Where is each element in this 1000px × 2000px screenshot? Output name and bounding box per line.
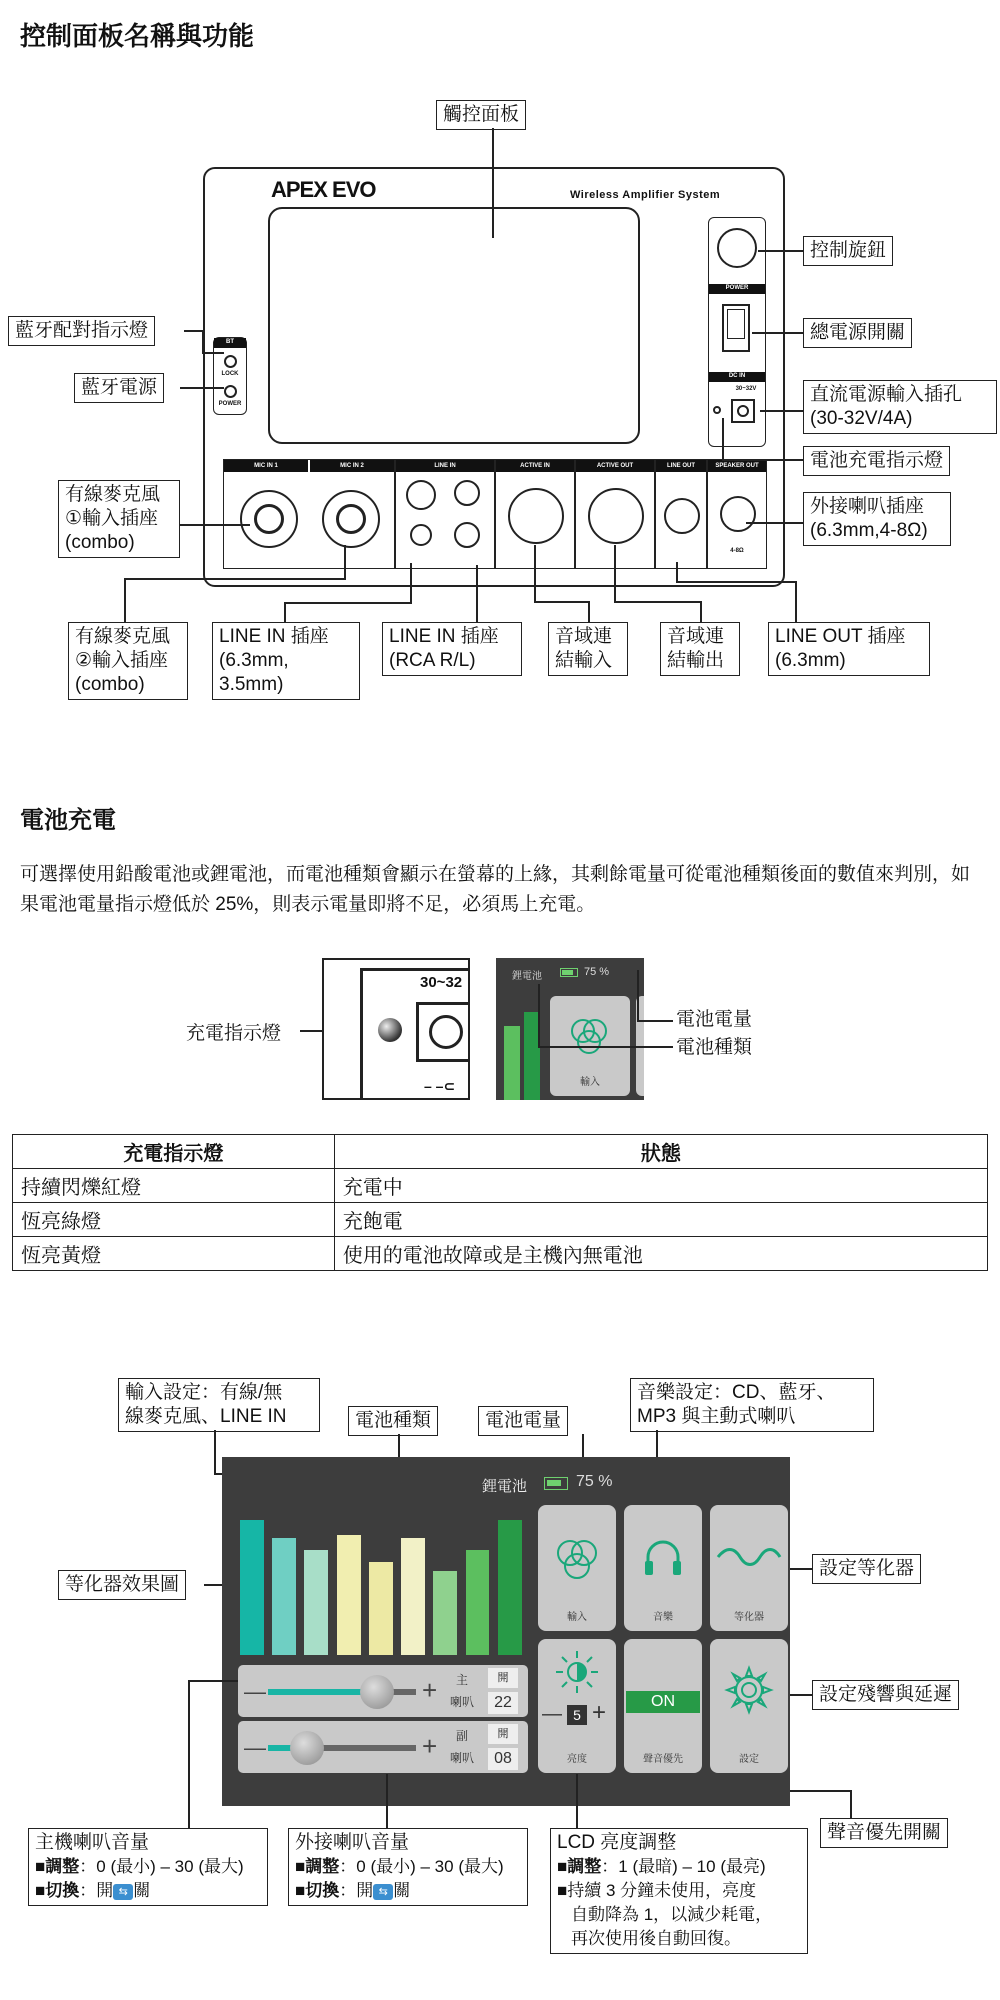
switch-arrows-icon: ⇆ — [113, 1884, 133, 1900]
table-cell: 恆亮綠燈 — [13, 1203, 335, 1237]
sub-label-a: 副 — [456, 1729, 469, 1743]
zoom-battery-type: 鋰電池 — [512, 971, 542, 982]
zoom-battery-icon — [560, 968, 578, 977]
speaker-out-jack[interactable] — [720, 496, 756, 532]
eq-bar — [304, 1550, 328, 1655]
main-slider-thumb[interactable] — [360, 1675, 394, 1709]
link-out-text-b: 結輸出 — [667, 650, 725, 671]
headphones-icon — [642, 1537, 684, 1579]
dc-voltage-label: 30~32V — [735, 386, 757, 392]
speaker-out-label: SPEAKER OUT — [708, 460, 766, 472]
callout-reverb: 設定殘響與延遲 — [812, 1680, 959, 1710]
mic1-text-b: ①輸入插座 — [65, 508, 159, 529]
charge-led-label: 充電指示燈 — [186, 1023, 282, 1044]
brightness-minus-button[interactable]: — — [542, 1703, 562, 1725]
control-knob[interactable] — [717, 228, 757, 268]
link-in-text-b: 結輸入 — [555, 650, 613, 671]
dc-in-label: DC IN — [728, 373, 746, 379]
lcd-note-2: 自動降為 1，以減少耗電， — [571, 1905, 773, 1924]
callout-line-in-a — [212, 622, 360, 700]
eq-graph — [240, 1505, 530, 1655]
table-cell: 恆亮黃燈 — [13, 1237, 335, 1271]
main-power-switch[interactable] — [722, 304, 750, 352]
switch-arrows-icon: ⇆ — [373, 1884, 393, 1900]
line-in-b-spec: (RCA R/L) — [389, 650, 476, 671]
callout-control-knob: 控制旋鈕 — [803, 236, 893, 266]
adjust-label: ■調整 — [557, 1857, 602, 1876]
input-venn-icon — [566, 1014, 612, 1060]
zoom-eq-bar — [504, 1026, 520, 1100]
table-row — [13, 1237, 988, 1271]
tile-brightness[interactable] — [538, 1639, 616, 1773]
zoom-polarity: – –⊂ — [424, 1078, 456, 1094]
callout-line-in-b — [382, 622, 522, 676]
section-title-battery: 電池充電 — [20, 807, 116, 834]
tile-sound-priority[interactable] — [624, 1639, 702, 1773]
callout-line-out — [768, 622, 930, 676]
sub-minus-button[interactable]: — — [244, 1735, 266, 1760]
line-out-spec: (6.3mm) — [775, 650, 846, 671]
line-in-a-text: LINE IN 插座 — [219, 626, 329, 647]
gear-icon — [724, 1665, 774, 1715]
music-text-a: 音樂設定：CD、藍牙、 — [637, 1382, 836, 1403]
tile-eq-label: 等化器 — [734, 1612, 764, 1623]
priority-on-badge: ON — [626, 1691, 700, 1713]
sub-plus-button[interactable]: + — [422, 1731, 438, 1761]
callout-bt-pair: 藍牙配對指示燈 — [8, 316, 155, 346]
brightness-plus-button[interactable]: + — [592, 1699, 607, 1726]
line-in-rca-r-jack[interactable] — [454, 480, 480, 506]
lcd-range: ：1 (最暗) – 10 (最亮) — [601, 1857, 766, 1876]
touch-screen[interactable] — [268, 207, 640, 444]
eq-bar — [401, 1538, 425, 1655]
brightness-value: 5 — [567, 1705, 587, 1725]
line-out-jack[interactable] — [664, 498, 700, 534]
active-in-label: ACTIVE IN — [496, 460, 574, 472]
active-out-label: ACTIVE OUT — [576, 460, 654, 472]
bt-lock-led — [224, 355, 237, 368]
lcd-note-1: ■持續 3 分鐘未使用，亮度 — [557, 1881, 757, 1900]
callout-dc-input — [803, 380, 997, 434]
mic2-text-b: ②輸入插座 — [75, 650, 169, 671]
eq-bar — [272, 1538, 296, 1655]
battery-charge-led — [713, 406, 721, 414]
battery-type-label: 電池種類 — [676, 1037, 753, 1058]
link-out-text-a: 音域連 — [667, 626, 725, 647]
callout-music — [630, 1378, 874, 1432]
vol-range: ：0 (最小) – 30 (最大) — [339, 1857, 504, 1876]
bt-power-button[interactable] — [224, 385, 237, 398]
zoom-panel-device — [322, 958, 470, 1100]
callout-link-in — [548, 622, 628, 676]
speaker-ohm-label: 4-8Ω — [730, 548, 744, 554]
ext-speaker-text: 外接喇叭插座 — [810, 496, 925, 517]
switch-off: 關 — [133, 1881, 151, 1900]
main-label-b: 喇叭 — [450, 1695, 475, 1709]
mic-in-2-label: MIC IN 2 — [310, 460, 394, 472]
callout-main-power: 總電源開關 — [803, 318, 912, 348]
callout-battery-type: 電池種類 — [348, 1406, 438, 1436]
dc-input-jack[interactable] — [731, 399, 755, 423]
table-cell: 持續閃爍紅燈 — [13, 1169, 335, 1203]
eq-bar — [466, 1550, 490, 1655]
zoom-voltage: 30~32 — [420, 974, 463, 991]
adjust-label: ■調整 — [35, 1857, 80, 1876]
switch-on: ：開 — [339, 1881, 374, 1900]
callout-eq-setting: 設定等化器 — [812, 1554, 921, 1584]
mic2-text-a: 有線麥克風 — [75, 626, 171, 647]
callout-battery-level: 電池電量 — [478, 1406, 568, 1436]
mic1-text-c: (combo) — [65, 532, 135, 553]
tile-brightness-label: 亮度 — [567, 1754, 587, 1765]
sub-slider-track[interactable] — [268, 1745, 416, 1751]
wave-icon — [716, 1545, 782, 1569]
table-cell: 充飽電 — [334, 1203, 987, 1237]
power-label: POWER — [725, 285, 749, 291]
active-out-jack[interactable] — [588, 488, 644, 544]
table-header: 狀態 — [334, 1135, 987, 1169]
main-volume-value: 22 — [488, 1692, 518, 1714]
mic-in-1-label: MIC IN 1 — [224, 460, 308, 472]
lcd-title: LCD 亮度調整 — [557, 1832, 677, 1853]
callout-ext-volume — [288, 1828, 528, 1906]
line-in-6mm-jack[interactable] — [406, 480, 436, 510]
ext-speaker-spec: (6.3mm,4-8Ω) — [810, 520, 928, 541]
link-in-text-a: 音域連 — [555, 626, 613, 647]
tile-eq[interactable] — [710, 1505, 788, 1631]
tile-input[interactable] — [538, 1505, 616, 1631]
input-setting-text-b: 線麥克風、LINE IN — [125, 1406, 287, 1427]
mic-in-section — [223, 459, 395, 569]
line-out-section — [655, 459, 707, 569]
zoom-dc-jack — [416, 1002, 470, 1062]
ui-battery-type: 鋰電池 — [482, 1478, 528, 1495]
lcd-note-3: 再次使用後自動回復。 — [571, 1929, 741, 1948]
zoom-input-label: 輸入 — [580, 1077, 600, 1088]
bt-power-label: POWER — [218, 401, 242, 407]
ext-speaker-volume-control — [238, 1721, 528, 1773]
callout-input-setting — [118, 1378, 320, 1432]
adjust-label: ■調整 — [295, 1857, 340, 1876]
active-in-jack[interactable] — [508, 488, 564, 544]
eq-bar — [240, 1520, 264, 1655]
switch-label: ■切換 — [295, 1881, 340, 1900]
tile-settings[interactable] — [710, 1639, 788, 1773]
line-in-b-text: LINE IN 插座 — [389, 626, 499, 647]
table-header: 充電指示燈 — [13, 1135, 335, 1169]
line-in-label: LINE IN — [396, 460, 494, 472]
line-in-3mm-jack[interactable] — [410, 524, 432, 546]
zoom-battery-pct: 75 % — [584, 966, 610, 978]
main-slider-track[interactable] — [268, 1689, 416, 1695]
device-panel — [203, 167, 785, 587]
line-in-section — [395, 459, 495, 569]
charge-status-table — [12, 1134, 988, 1271]
callout-mic2 — [68, 622, 188, 700]
callout-eq-graph: 等化器效果圖 — [58, 1570, 186, 1600]
line-out-text: LINE OUT 插座 — [775, 626, 906, 647]
eq-bar — [369, 1562, 393, 1655]
tile-input-label: 輸入 — [567, 1612, 587, 1623]
section-title-control-panel: 控制面板名稱與功能 — [20, 21, 255, 51]
touch-ui-mock — [222, 1457, 790, 1806]
callout-link-out — [660, 622, 740, 676]
main-plus-button[interactable]: + — [422, 1675, 438, 1705]
mic2-text-c: (combo) — [75, 674, 145, 695]
battery-level-label: 電池電量 — [676, 1009, 753, 1030]
brand-logo: APEX EVO — [271, 177, 376, 202]
battery-paragraph: 可選擇使用鉛酸電池或鋰電池，而電池種類會顯示在螢幕的上緣，其剩餘電量可從電池種類後面的數值來判別，如果電池電量指示燈低於 25%，則表示電量即將不足，必須馬上充電。 — [20, 864, 971, 915]
bt-label: BT — [226, 339, 234, 345]
callout-bt-power: 藍牙電源 — [74, 373, 164, 403]
ui-battery-pct: 75 % — [576, 1473, 613, 1490]
sub-toggle[interactable]: 開 — [488, 1724, 518, 1744]
table-cell: 充電中 — [334, 1169, 987, 1203]
switch-off: 關 — [393, 1881, 411, 1900]
sub-slider-thumb[interactable] — [290, 1731, 324, 1765]
lock-label: LOCK — [221, 371, 239, 377]
input-setting-text-a: 輸入設定：有線/無 — [125, 1382, 283, 1403]
tile-priority-label: 聲音優先 — [643, 1754, 683, 1765]
callout-main-volume — [28, 1828, 268, 1906]
main-toggle[interactable]: 開 — [488, 1668, 518, 1688]
ui-battery-icon — [544, 1477, 568, 1490]
mic-in-1-jack[interactable] — [240, 490, 298, 548]
mic-in-2-jack[interactable] — [322, 490, 380, 548]
main-vol-title: 主機喇叭音量 — [35, 1832, 150, 1853]
callout-ext-speaker — [803, 492, 951, 546]
dc-input-text: 直流電源輸入插孔 — [810, 384, 963, 405]
callout-sound-priority: 聲音優先開關 — [820, 1818, 948, 1848]
table-row — [13, 1169, 988, 1203]
bt-panel — [213, 337, 247, 415]
eq-bar — [337, 1535, 361, 1655]
main-label-a: 主 — [456, 1673, 469, 1687]
speaker-out-section — [707, 459, 767, 569]
zoom-panel-screen — [496, 958, 644, 1100]
system-name: Wireless Amplifier System — [570, 189, 721, 201]
dc-input-spec: (30-32V/4A) — [810, 408, 913, 429]
main-minus-button[interactable]: — — [244, 1679, 266, 1704]
line-in-rca-l-jack[interactable] — [454, 522, 480, 548]
tile-music-label: 音樂 — [653, 1612, 673, 1623]
eq-bar — [433, 1571, 457, 1655]
mic1-text-a: 有線麥克風 — [65, 484, 161, 505]
callout-touch-panel: 觸控面板 — [436, 100, 526, 130]
table-cell: 使用的電池故障或是主機內無電池 — [334, 1237, 987, 1271]
line-out-label: LINE OUT — [656, 460, 706, 472]
eq-bar — [498, 1520, 522, 1655]
tile-music[interactable] — [624, 1505, 702, 1631]
callout-lcd — [550, 1828, 808, 1954]
callout-battery-led: 電池充電指示燈 — [803, 446, 950, 476]
callout-mic1 — [58, 480, 180, 558]
vol-range: ：0 (最小) – 30 (最大) — [79, 1857, 244, 1876]
tile-settings-label: 設定 — [739, 1754, 759, 1765]
sun-icon — [554, 1649, 600, 1695]
table-row — [13, 1203, 988, 1237]
music-text-b: MP3 與主動式喇叭 — [637, 1406, 796, 1427]
switch-label: ■切換 — [35, 1881, 80, 1900]
venn-icon — [552, 1535, 602, 1585]
ext-vol-title: 外接喇叭音量 — [295, 1832, 410, 1853]
sub-volume-value: 08 — [488, 1748, 518, 1770]
switch-on: ：開 — [79, 1881, 114, 1900]
line-in-a-spec: (6.3mm, 3.5mm) — [219, 650, 289, 695]
sub-label-b: 喇叭 — [450, 1751, 475, 1765]
main-speaker-volume-control — [238, 1665, 528, 1717]
zoom-charge-led — [378, 1018, 402, 1042]
